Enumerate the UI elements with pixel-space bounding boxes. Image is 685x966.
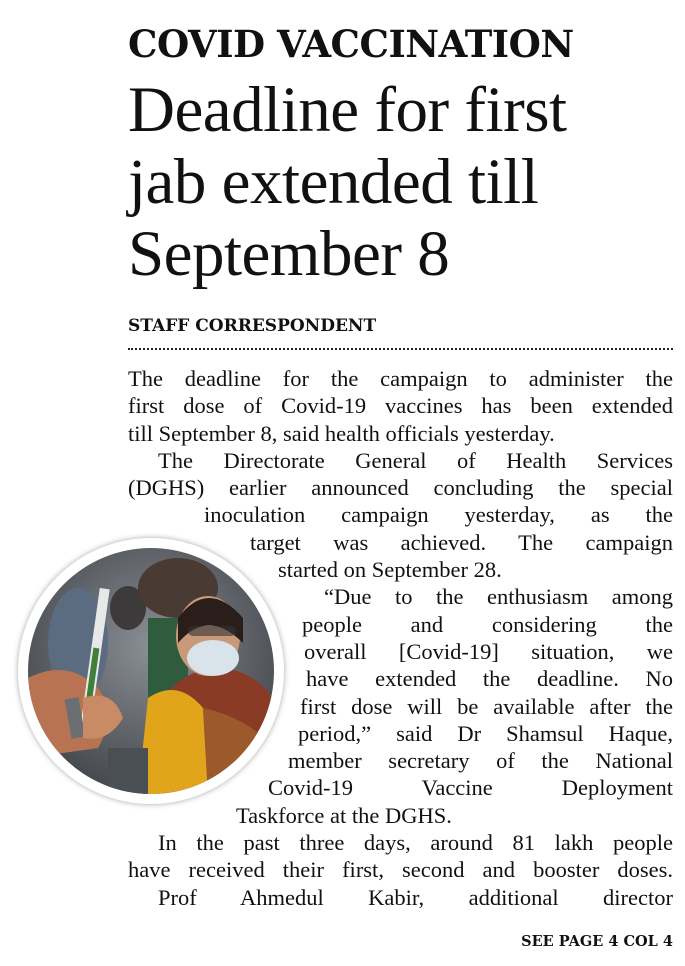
body-line: period,” said Dr Shamsul Haque, [298,720,673,746]
body-line: target was achieved. The campaign [250,529,673,555]
body-line: In the past three days, around 81 lakh people [158,830,673,856]
vaccination-photo [18,538,284,804]
byline: STAFF CORRESPONDENT [128,316,377,336]
dotted-divider [128,348,673,350]
body-line: till September 8, said health officials yesterday. [128,420,555,446]
headline-line: September 8 [128,218,450,290]
vaccination-photo-icon [28,548,274,794]
body-line: overall [Covid-19] situation, we [304,638,673,664]
body-line: have extended the deadline. No [306,666,673,692]
body-line: Taskforce at the DGHS. [236,802,452,828]
headline-line: Deadline for first [128,74,567,146]
section-kicker: COVID VACCINATION [128,22,574,66]
body-line: (DGHS) earlier announced concluding the special [128,475,673,501]
body-line: first dose of Covid-19 vaccines has been extended [128,393,673,419]
body-line: have received their first, second and booster doses. [128,857,673,883]
headline-line: jab extended till [128,146,539,218]
body-line: Covid-19 Vaccine Deployment [268,775,673,801]
body-line: first dose will be available after the [300,693,673,719]
body-line: started on September 28. [278,557,502,583]
body-line: inoculation campaign yesterday, as the [204,502,673,528]
body-line: people and considering the [302,611,673,637]
jump-line: SEE PAGE 4 COL 4 [521,933,673,950]
body-line: The Directorate General of Health Services [158,447,673,473]
body-line: “Due to the enthusiasm among [324,584,673,610]
body-line: The deadline for the campaign to administer the [128,366,673,391]
body-line: Prof Ahmedul Kabir, additional director [158,884,673,910]
body-line: member secretary of the National [288,748,673,774]
headline [128,74,678,290]
